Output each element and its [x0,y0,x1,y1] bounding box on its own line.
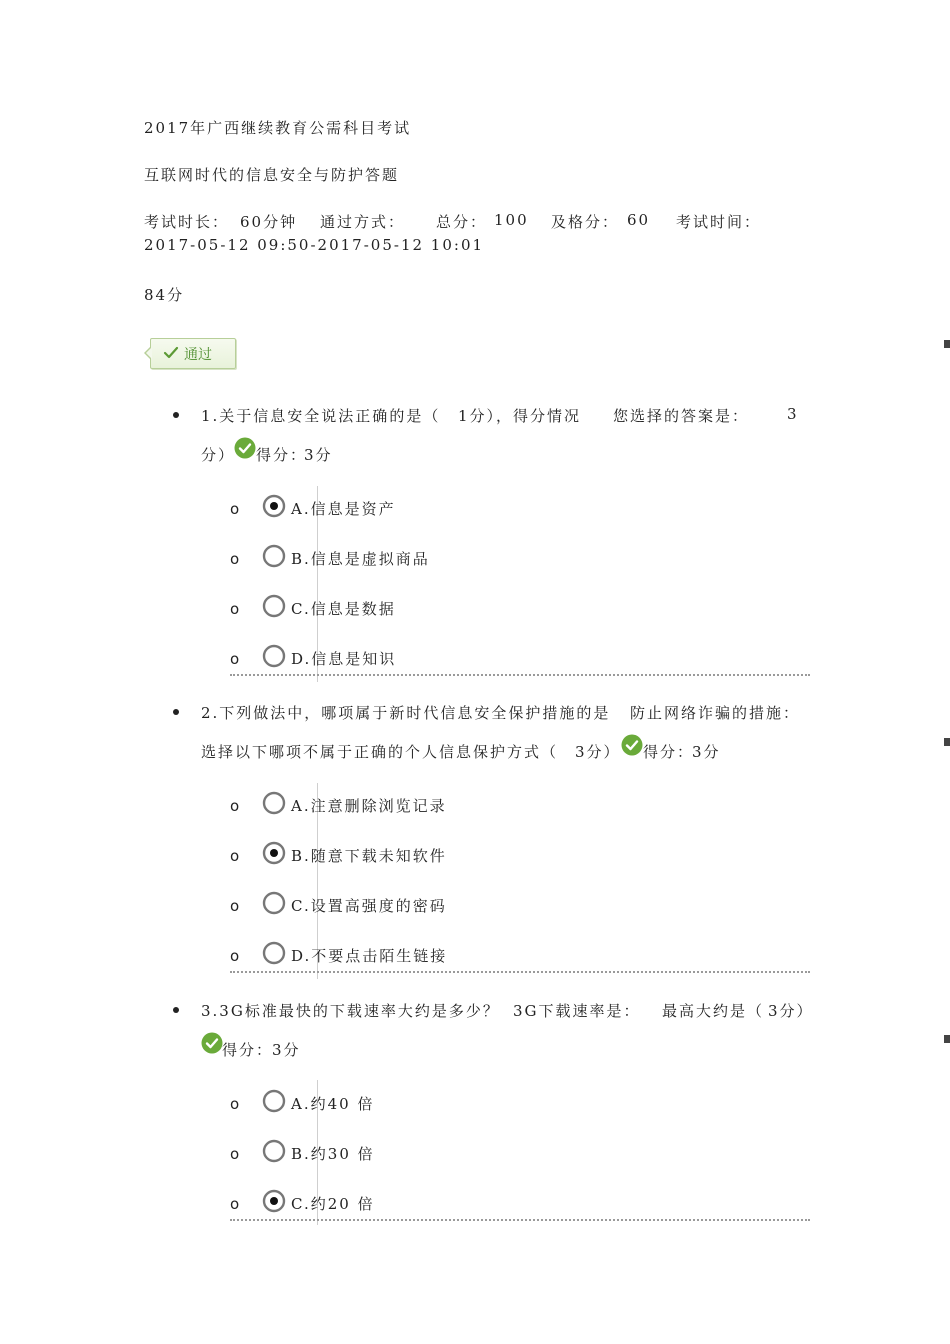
duration-label: 考试时长： [144,213,230,231]
option-label: B.约30 倍 [291,1145,375,1163]
question-text: 3分） [575,743,621,761]
question-text: 您选择的答案是： [613,407,750,425]
option-label: B.随意下载未知软件 [291,847,447,865]
total-value: 100 [494,211,529,229]
question-text: 3分） [768,1002,814,1020]
radio-icon[interactable] [262,594,286,618]
divider [230,971,810,973]
doc-title: 2017年广西继续教育公需科目考试 [144,119,412,137]
option-bullet: o [230,897,240,915]
radio-icon[interactable] [262,891,286,915]
score-value: 3分 [304,446,333,464]
duration-value: 60分钟 [240,213,298,231]
total-label: 总分： [436,213,488,231]
list-bullet [173,412,179,418]
pass-mode-label: 通过方式： [320,213,406,231]
question-text: 3G下载速率是： [513,1002,641,1020]
pass-badge [150,338,236,369]
pass-badge-label: 通过 [184,347,212,363]
edge-mark [944,340,950,348]
score-label: 得分： [222,1041,274,1059]
option-bullet: o [230,1145,240,1163]
option-label: A.信息是资产 [291,500,396,518]
question-text: 1分），得分情况 [458,407,582,425]
score-value: 84分 [144,286,185,304]
list-bullet [173,1007,179,1013]
radio-icon[interactable] [262,544,286,568]
edge-mark [944,1035,950,1043]
option-label: D.不要点击陌生链接 [291,947,448,965]
divider [230,674,810,676]
option-label: D.信息是知识 [291,650,397,668]
option-bullet: o [230,847,240,865]
option-bullet: o [230,650,240,668]
option-label: A.约40 倍 [291,1095,375,1113]
question-text: 选择以下哪项不属于正确的个人信息保护方式（ [201,743,559,761]
correct-check-icon [234,437,256,459]
option-bullet: o [230,550,240,568]
option-bullet: o [230,947,240,965]
question-text: 1.关于信息安全说法正确的是（ [201,407,441,425]
radio-icon[interactable] [262,791,286,815]
pass-score-value: 60 [627,211,651,229]
option-bullet: o [230,1195,240,1213]
divider [230,1219,810,1221]
radio-selected-icon[interactable] [262,1189,286,1213]
radio-icon[interactable] [262,1089,286,1113]
option-bullet: o [230,797,240,815]
question-text: 3 [787,405,799,423]
question-text: 最高大约是（ [662,1002,765,1020]
exam-time-label: 考试时间： [676,213,762,231]
radio-icon[interactable] [262,644,286,668]
pass-score-label: 及格分： [551,213,620,231]
question-text: 3.3G标准最快的下载速率大约是多少？ [201,1002,500,1020]
score-label: 得分： [256,446,308,464]
question-text: 2.下列做法中，哪项属于新时代信息安全保护措施的是 [201,704,611,722]
list-bullet [173,709,179,715]
score-value: 3分 [272,1041,301,1059]
option-bullet: o [230,600,240,618]
option-label: B.信息是虚拟商品 [291,550,430,568]
option-label: C.设置高强度的密码 [291,897,447,915]
radio-icon[interactable] [262,941,286,965]
option-bullet: o [230,500,240,518]
option-label: A.注意删除浏览记录 [291,797,447,815]
score-label: 得分： [643,743,695,761]
option-bullet: o [230,1095,240,1113]
score-value: 3分 [692,743,721,761]
option-label: C.约20 倍 [291,1195,375,1213]
correct-check-icon [201,1032,223,1054]
correct-check-icon [621,734,643,756]
radio-icon[interactable] [262,1139,286,1163]
question-text: 分） [201,446,236,464]
doc-subtitle: 互联网时代的信息安全与防护答题 [144,166,400,184]
option-label: C.信息是数据 [291,600,396,618]
edge-mark [944,738,950,746]
exam-time-value: 2017-05-12 09:50-2017-05-12 10:01 [144,236,485,254]
radio-selected-icon[interactable] [262,841,286,865]
checkmark-icon [163,346,179,360]
radio-selected-icon[interactable] [262,494,286,518]
question-text: 防止网络诈骗的措施： [630,704,801,722]
